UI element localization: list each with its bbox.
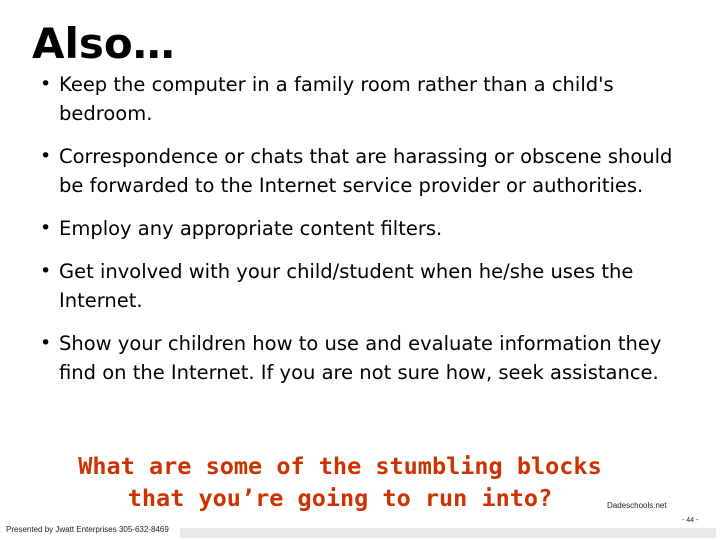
bullet-text: Get involved with your child/student when he/she uses the Internet. [59, 260, 634, 312]
bullet-item [40, 142, 700, 200]
question-line-1: What are some of the stumbling blocks [78, 452, 602, 480]
bullet-item [40, 70, 700, 128]
discussion-question [40, 450, 640, 514]
question-line-2: that you’re going to run into? [127, 484, 553, 512]
bullet-list [40, 70, 700, 401]
bullet-dot-icon: • [40, 145, 52, 167]
bullet-item [40, 329, 700, 387]
bullet-text: Keep the computer in a family room rather than a child's bedroom. [59, 73, 614, 125]
bullet-dot-icon: • [40, 260, 52, 282]
page-number: - 44 - [682, 517, 699, 524]
bullet-text: Correspondence or chats that are harassing or obscene should be forwarded to the Internet service provider or authorities. [59, 145, 673, 197]
bullet-dot-icon: • [40, 332, 52, 354]
footer-credit: Presented by Jwatt Enterprises 305-632-8469 [6, 525, 169, 534]
bullet-dot-icon: • [40, 217, 52, 239]
bullet-dot-icon: • [40, 73, 52, 95]
bullet-item [40, 257, 700, 315]
site-label: Dadeschools.net [607, 501, 667, 510]
slide-title: Also… [32, 19, 175, 68]
bullet-text: Show your children how to use and evaluate information they find on the Internet. If you are not sure how, seek assistance. [59, 332, 662, 384]
footer-bar [180, 528, 716, 538]
bullet-text: Employ any appropriate content filters. [59, 217, 443, 240]
bullet-item [40, 214, 700, 243]
